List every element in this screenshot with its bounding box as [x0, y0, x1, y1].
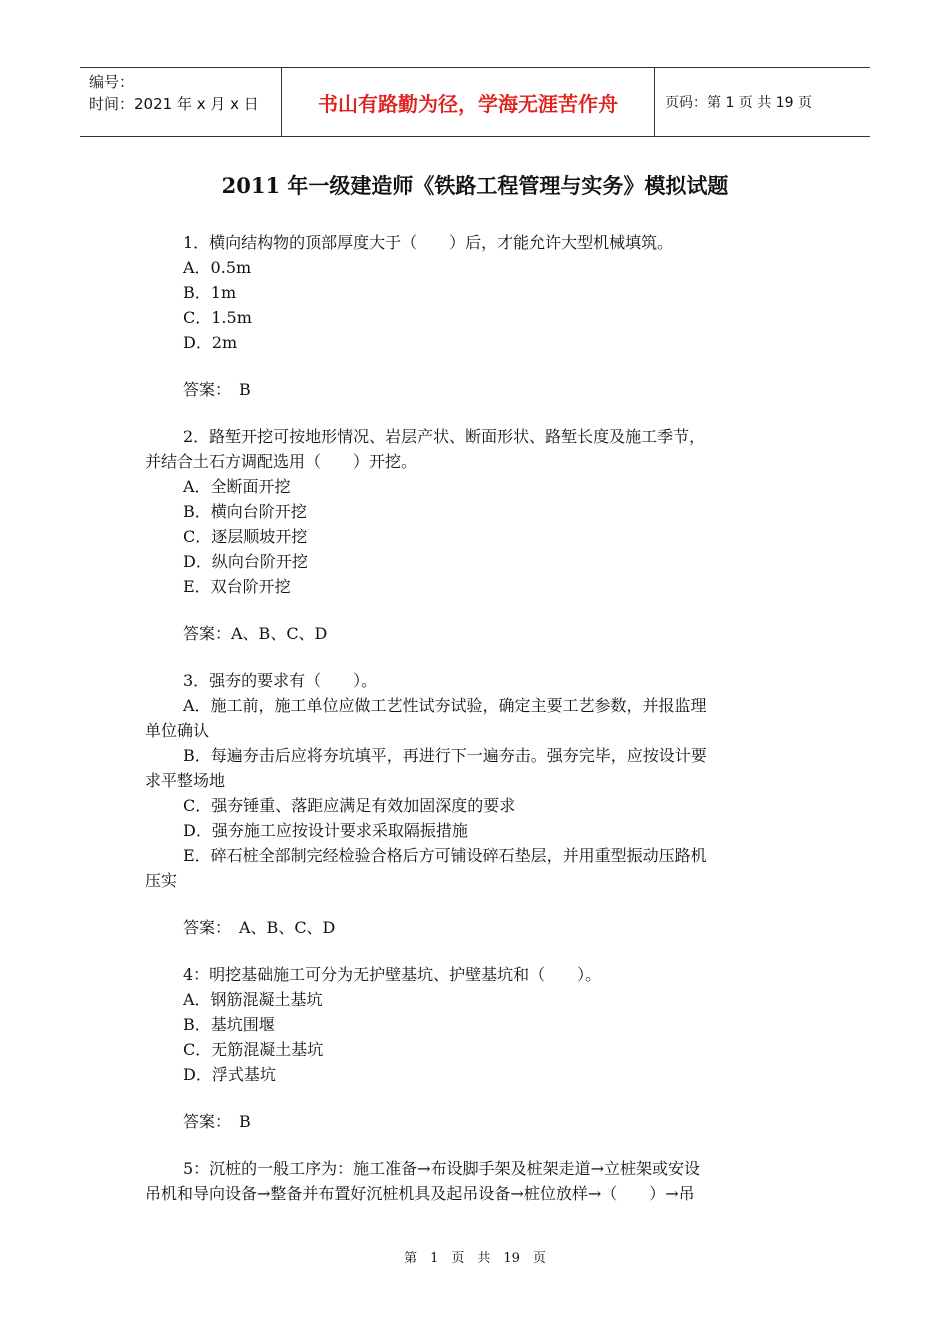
question-stem: 4：明挖基础施工可分为无护壁基坑、护壁基坑和（ ）。	[183, 965, 602, 984]
option-a: A．0.5m	[183, 258, 252, 277]
question-stem: 5：沉桩的一般工序为：施工准备→布设脚手架及桩架走道→立桩架或安设	[183, 1159, 700, 1178]
question-stem-continued: 并结合土石方调配选用（ ）开挖。	[145, 452, 418, 471]
question-3	[145, 668, 810, 962]
option-c: C．强夯锤重、落距应满足有效加固深度的要求	[183, 796, 516, 815]
page-footer: 第 1 页 共 19 页	[404, 1251, 546, 1266]
question-stem-continued: 吊机和导向设备→整备并布置好沉桩机具及起吊设备→桩位放样→（ ）→吊	[145, 1184, 695, 1203]
option-d: D．2m	[183, 333, 238, 352]
question-stem: 2．路堑开挖可按地形情况、岩层产状、断面形状、路堑长度及施工季节，	[183, 427, 706, 446]
header-motto: 书山有路勤为径，学海无涯苦作舟	[282, 68, 655, 136]
page-header	[80, 67, 870, 137]
option-d: D．强夯施工应按设计要求采取隔振措施	[183, 821, 468, 840]
question-2	[145, 424, 810, 668]
option-c: C．无筋混凝土基坑	[183, 1040, 324, 1059]
option-a: A．全断面开挖	[183, 477, 291, 496]
option-a: A．施工前，施工单位应做工艺性试夯试验，确定主要工艺参数，并报监理	[183, 696, 707, 715]
option-b: B．横向台阶开挖	[183, 502, 307, 521]
option-e-continued: 压实	[145, 871, 178, 890]
header-page-info: 页码：第 1 页 共 19 页	[665, 95, 812, 111]
option-c: C．逐层顺坡开挖	[183, 527, 308, 546]
answer: 答案： A、B、C、D	[183, 918, 336, 937]
answer: 答案： B	[183, 1112, 251, 1131]
option-b: B．基坑围堰	[183, 1015, 275, 1034]
option-e: E．双台阶开挖	[183, 577, 291, 596]
option-b: B．每遍夯击后应将夯坑填平，再进行下一遍夯击。强夯完毕，应按设计要	[183, 746, 707, 765]
answer: 答案： B	[183, 380, 251, 399]
option-a: A．钢筋混凝土基坑	[183, 990, 323, 1009]
question-stem: 3．强夯的要求有（ ）。	[183, 671, 378, 690]
option-e: E．碎石桩全部制完经检验合格后方可铺设碎石垫层，并用重型振动压路机	[183, 846, 707, 865]
option-b: B．1m	[183, 283, 237, 302]
question-stem: 1．横向结构物的顶部厚度大于（ ）后，才能允许大型机械填筑。	[183, 233, 674, 252]
option-c: C．1.5m	[183, 308, 252, 327]
document-code-label: 编号：	[89, 73, 135, 91]
document-time-label: 时间：2021 年 x 月 x 日	[89, 95, 259, 113]
option-a-continued: 单位确认	[145, 721, 210, 740]
question-1	[145, 230, 810, 424]
option-d: D．浮式基坑	[183, 1065, 276, 1084]
question-4	[145, 962, 810, 1156]
answer: 答案：A、B、C、D	[183, 624, 328, 643]
question-5	[145, 1156, 810, 1206]
document-body	[145, 230, 810, 1206]
option-b-continued: 求平整场地	[145, 771, 226, 790]
option-d: D．纵向台阶开挖	[183, 552, 308, 571]
document-title: 2011 年一级建造师《铁路工程管理与实务》模拟试题	[221, 173, 729, 198]
header-meta	[80, 68, 282, 136]
